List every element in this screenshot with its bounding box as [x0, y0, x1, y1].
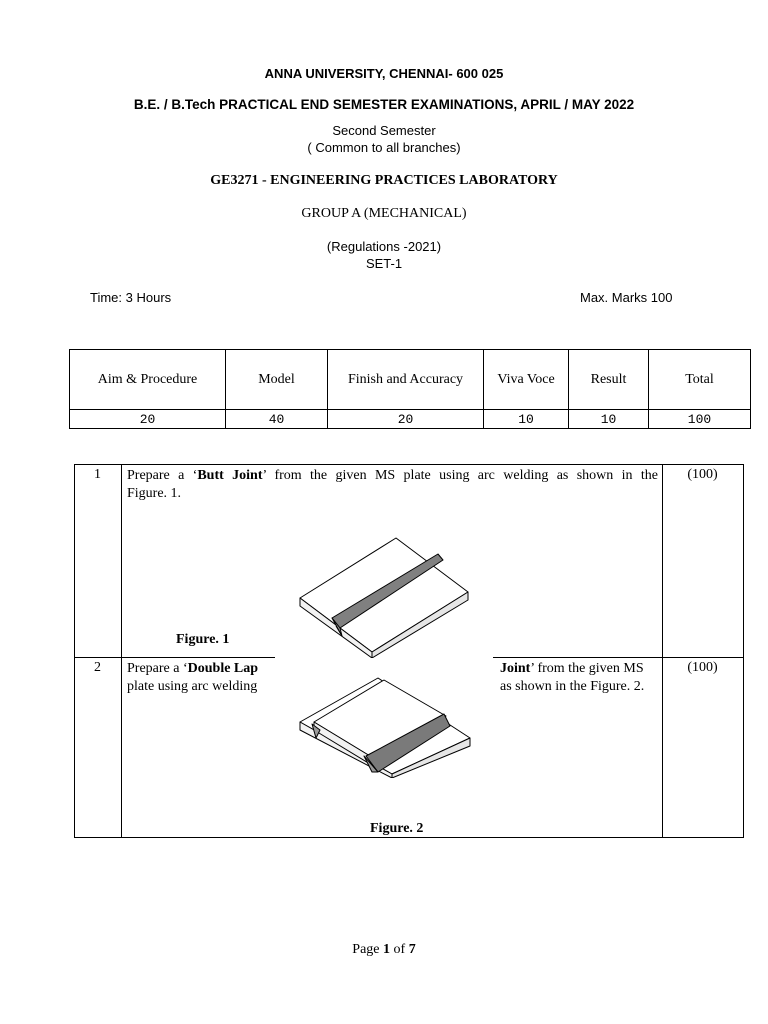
question-marks: (100)	[687, 660, 718, 675]
page-number	[0, 942, 768, 958]
question-2-right-line-1	[500, 660, 644, 678]
regulations-label: (Regulations -2021)	[326, 239, 442, 254]
header-cell: Total	[649, 350, 751, 410]
question-text: plate using arc welding	[127, 679, 258, 694]
value-cell: 100	[649, 410, 751, 429]
question-text: as shown in the Figure. 2.	[500, 679, 645, 694]
question-number: 2	[94, 660, 101, 675]
question-1-line-1	[127, 467, 658, 485]
time-label: Time: 3 Hours	[90, 290, 172, 305]
header-cell: Result	[569, 350, 649, 410]
question-bold-term: Joint	[500, 661, 531, 676]
question-text: Figure. 1.	[127, 486, 182, 501]
marks-values-row	[70, 410, 751, 429]
figure-caption: Figure. 2	[370, 821, 424, 836]
double-lap-joint-figure	[298, 672, 476, 778]
question-number: 1	[94, 467, 101, 482]
question-text: ’ from the given MS plate using arc welding as shown in the	[262, 468, 658, 483]
header-cell: Finish and Accuracy	[328, 350, 484, 410]
common-label: ( Common to all branches)	[307, 140, 461, 155]
question-text: Prepare a ‘	[127, 661, 188, 676]
header-cell: Model	[226, 350, 328, 410]
question-marks: (100)	[687, 467, 718, 482]
value-cell: 10	[484, 410, 569, 429]
university-title: ANNA UNIVERSITY, CHENNAI- 600 025	[264, 66, 504, 81]
question-bold-term: Butt Joint	[197, 468, 263, 483]
marks-header-row	[70, 350, 751, 410]
header-cell: Aim & Procedure	[70, 350, 226, 410]
row-divider	[74, 657, 275, 658]
page-current: 1	[383, 942, 391, 957]
col-divider	[121, 464, 122, 838]
butt-joint-figure	[298, 530, 472, 658]
semester-label: Second Semester	[332, 123, 436, 138]
question-2-line-1	[127, 660, 258, 678]
figure-caption: Figure. 1	[176, 632, 230, 647]
page-total: 7	[408, 942, 416, 957]
page-of: of	[390, 942, 409, 957]
col-divider	[662, 464, 663, 838]
exam-title: B.E. / B.Tech PRACTICAL END SEMESTER EXAMINATIONS, APRIL / MAY 2022	[133, 97, 635, 112]
page-prefix: Page	[352, 942, 384, 957]
group-label: GROUP A (MECHANICAL)	[301, 206, 467, 221]
value-cell: 40	[226, 410, 328, 429]
row-divider	[493, 657, 743, 658]
question-text: ’ from the given MS	[530, 661, 644, 676]
question-text: Prepare a ‘	[127, 468, 198, 483]
course-title: GE3271 - ENGINEERING PRACTICES LABORATORY	[210, 173, 558, 188]
set-label: SET-1	[365, 256, 403, 271]
marks-table	[69, 349, 751, 429]
header-cell: Viva Voce	[484, 350, 569, 410]
max-marks-label: Max. Marks 100	[580, 290, 673, 305]
value-cell: 10	[569, 410, 649, 429]
value-cell: 20	[328, 410, 484, 429]
question-bold-term: Double Lap	[187, 661, 259, 676]
value-cell: 20	[70, 410, 226, 429]
